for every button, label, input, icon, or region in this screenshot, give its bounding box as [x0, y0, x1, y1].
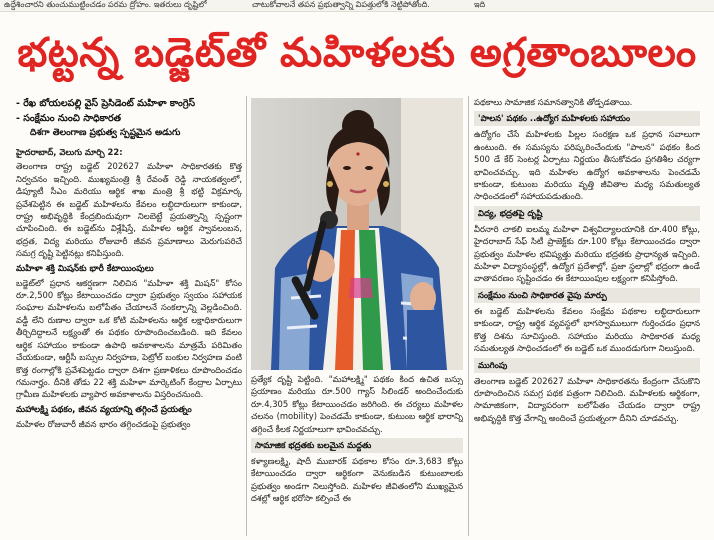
portrait-illustration: [251, 98, 463, 370]
portrait-photo: [251, 98, 463, 370]
strip-text-middle: చాటుకోవాలనే తపన ప్రభుత్వాన్ని విపత్తులోకి నెట్టిపోతోంది.: [252, 0, 430, 9]
center-column: [251, 373, 463, 540]
section-head-welfare-to-empowerment: సంక్షేమం నుంచి సాధికారత వైపు మార్పు: [474, 288, 700, 303]
previous-article-strip: [0, 0, 714, 12]
right-paragraph-2: వీరనారి చాకలి ఐలమ్మ మహిళా విశ్వవిద్యాలయానికి రూ.400 కోట్లు, హైదరాబాద్ సేఫ్ సిటీ ప్రాజెక్ట్‌కు రూ.100 కోట్లు కేటాయించడం ద్వారా ప్రభుత్వం మహిళల భవిష్యత్తు మరియు భద్రతకు ప్రాధాన్యత ఇచ్చింది. మహిళా విద్యాసంస్థల్లో, ఉద్యోగ ప్రదేశాల్లో, ప్రజా స్థలాల్లో భద్రంగా ఉండే వాతావరణం సృష్టించడం ఈ కేటాయింపుల లక్ష్యంగా కనిపిస్తోంది.: [474, 223, 700, 284]
article-headline: భట్టన్న బడ్జెట్‌తో మహిళలకు అగ్రతాంబూలం: [17, 30, 697, 76]
section-head-education-safety: విద్య, భద్రతపై దృష్టి: [474, 206, 700, 221]
right-paragraph-4: తెలంగాణ బడ్జెట్ 202627 మహిళా సాధికారతను కేంద్రంగా చేసుకొని రూపొందించిన సమగ్ర పథక పత్రంగా నిలిచింది. మహిళలకు ఆర్థికంగా, సామాజికంగా, విద్యాపరంగా బలోపేతం చేయడం ద్వారా రాష్ట్ర అభివృద్ధికి కొత్త వేగాన్ని అందించే ప్రయత్నంగా దీనిని చూడవచ్చు.: [474, 375, 700, 423]
byline-author: - రేఖ బోయలపల్లి వైస్ ప్రెసిడెంట్ మహిళా కాంగ్రెస్: [16, 98, 196, 109]
left-paragraph-2: బడ్జెట్‌లో ప్రధాన ఆకర్షణగా నిలిచిన "మహిళా శక్తి మిషన్" కోసం రూ.2,500 కోట్లు కేటాయించడం ద్వారా ప్రభుత్వం స్వయం సహాయక సంఘాల మహిళలను బలోపేతం చేయాలనే సంకల్పాన్ని వెల్లడించింది. వడ్డీ లేని రుణాల ద్వారా ఒక కోటి మహిళలను ఆర్థిక లక్షాధికారులుగా తీర్చిదిద్దాలనే లక్ష్యంతో ఈ పథకం రూపొందించబడింది. ఇది కేవలం ఆర్థిక సహాయం కాకుండా ఉపాధి అవకాశాలను మాత్రమే పరిమితం చేయకుండా, ఆర్టీసీ బస్సుల నిర్వహణ, పెట్రోల్ బంకుల నిర్వహణ వంటి కొత్త రంగాల్లోకి ప్రవేశపెట్టడం ద్వారా దిశగా ప్రణాళికలు రూపొందించడం గమనార్హం. దీనికి తోడు 22 శక్తి మహిళా మార్కెటింగ్ కేంద్రాల ఏర్పాటు గ్రామీణ మహిళలకు వ్యాపార అవకాశాలను విస్తరించనుంది.: [16, 277, 242, 400]
section-head-conclusion: ముగింపు: [474, 358, 700, 373]
left-column: [16, 96, 242, 540]
center-paragraph-1: ప్రత్యేక దృష్టి పెట్టింది. "మహాలక్ష్మి" పథకం కింద ఉచిత బస్సు ప్రయాణం మరియు రూ.500 గ్యాస్ సిలిండర్ అందించేందుకు రూ.4,305 కోట్లు కేటాయించడం జరిగింది. ఈ చర్యలు మహిళల చలనం (mobility) పెంచడమే కాకుండా, కుటుంబ ఆర్థిక భారాన్ని తగ్గించే కీలక నిర్ణయాలుగా భావించవచ్చు.: [251, 374, 463, 434]
right-paragraph-1: ఉద్యోగం చేసే మహిళలకు పిల్లల సంరక్షణ ఒక ప్రధాన సవాలుగా ఉంటుంది. ఈ సమస్యను పరిష్కరించేందుకు "పాలన" పథకం కింద 500 డే కేర్ సెంటర్ల ఏర్పాటు నిర్ణయం తీసుకోవడం ప్రగతిశీల చర్యగా భావించవచ్చు. ఇది మహిళల ఉద్యోగ అవకాశాలను పెంచడమే కాకుండా, కుటుంబ మరియు వృత్తి జీవితాల మధ్య సమతుల్యత సాధించడంలో సహాయపడుతుంది.: [474, 129, 700, 202]
dateline: హైదరాబాద్, వెలుగు మార్చి 22:: [16, 147, 123, 157]
right-paragraph-3: ఈ బడ్జెట్ మహిళలను కేవలం సంక్షేమ పథకాల లబ్ధిదారులుగా కాకుండా, రాష్ట్ర ఆర్థిక వ్యవస్థలో భాగస్వాములుగా గుర్తించడం ప్రధాన కొత్త దిశను సూచిస్తుంది. సహాయం మరియు సాధికారత మధ్య సమతుల్యత సాధించడంలో ఈ బడ్జెట్ ఒక ముందడుగుగా నిలుస్తుంది.: [474, 305, 700, 354]
left-paragraph-1: తెలంగాణ రాష్ట్ర బడ్జెట్ 202627 మహిళా సాధికారతకు కొత్త నిర్వచనం ఇచ్చింది. ముఖ్యమంత్రి శ్రీ రేవంత్ రెడ్డి నాయకత్వంలో, డిప్యూటీ సీఎం మరియు ఆర్థిక శాఖ మంత్రి శ్రీ భట్టి విక్రమార్క ప్రవేశపెట్టిన ఈ బడ్జెట్ మహిళలను కేవలం లబ్ధిదారులుగా కాకుండా, రాష్ట్ర అభివృద్ధికి కేంద్రబిందువుగా నిలబెట్టే ప్రయత్నాన్ని స్పష్టంగా చూపించింది. ఈ బడ్జెట్‌ను విశ్లేషిస్తే, మహిళల ఆర్థిక స్వావలంబన, భద్రత, విద్య మరియు రోజువారీ జీవన ప్రమాణాలు మెరుగుపరిచే సమగ్ర దృష్టి పెట్టినట్లు కనిపిస్తుంది.: [16, 161, 242, 259]
right-column: [474, 96, 700, 540]
right-paragraph-0: పథకాలు సామాజిక సమానత్వానికి తోడ్పడతాయి.: [474, 97, 633, 107]
section-head-palana: 'పాలన' పథకం ..ఉద్యోగ మహిళలకు సహాయం: [474, 111, 700, 126]
left-paragraph-3: మహిళల రోజువారీ జీవన భారం తగ్గించడంపై ప్రభుత్వం: [16, 418, 191, 429]
byline-tagline: - సంక్షేమం నుంచి సాధికారత: [16, 113, 121, 124]
section-head-mahila-shakti: మహిళా శక్తి మిషన్‌కు భారీ కేటాయింపులు: [16, 263, 154, 274]
strip-text-right: ఇది: [474, 0, 486, 9]
strip-text-left: ఉద్దేశించారని తుంచుముట్టించడం పరమ ద్రోహం. ఇతరులు దృష్టిలో: [4, 0, 207, 9]
center-paragraph-2: కళ్యాణలక్ష్మి, షాదీ ముబారక్ పథకాల కోసం రూ.3,683 కోట్లు కేటాయించడం ద్వారా ఆర్థికంగా వెనుకబడిన కుటుంబాలకు ప్రభుత్వం అండగా నిలుస్తోంది. మహిళల జీవితంలోని ముఖ్యమైన దశల్లో ఆర్థిక భరోసా కల్పించే ఈ: [251, 456, 463, 504]
column-divider-right: [468, 96, 469, 536]
section-head-social-security: సామాజిక భద్రతకు బలమైన మద్దతు: [251, 438, 463, 453]
byline-kicker: దిశగా తెలంగాణ ప్రభుత్వ స్పష్టమైన అడుగు: [30, 128, 181, 138]
section-head-mahalakshmi: మహాలక్ష్మి పథకం, జీవన వ్యయాన్ని తగ్గించే ప్రయత్నం: [16, 404, 192, 415]
column-divider-left: [246, 96, 247, 536]
